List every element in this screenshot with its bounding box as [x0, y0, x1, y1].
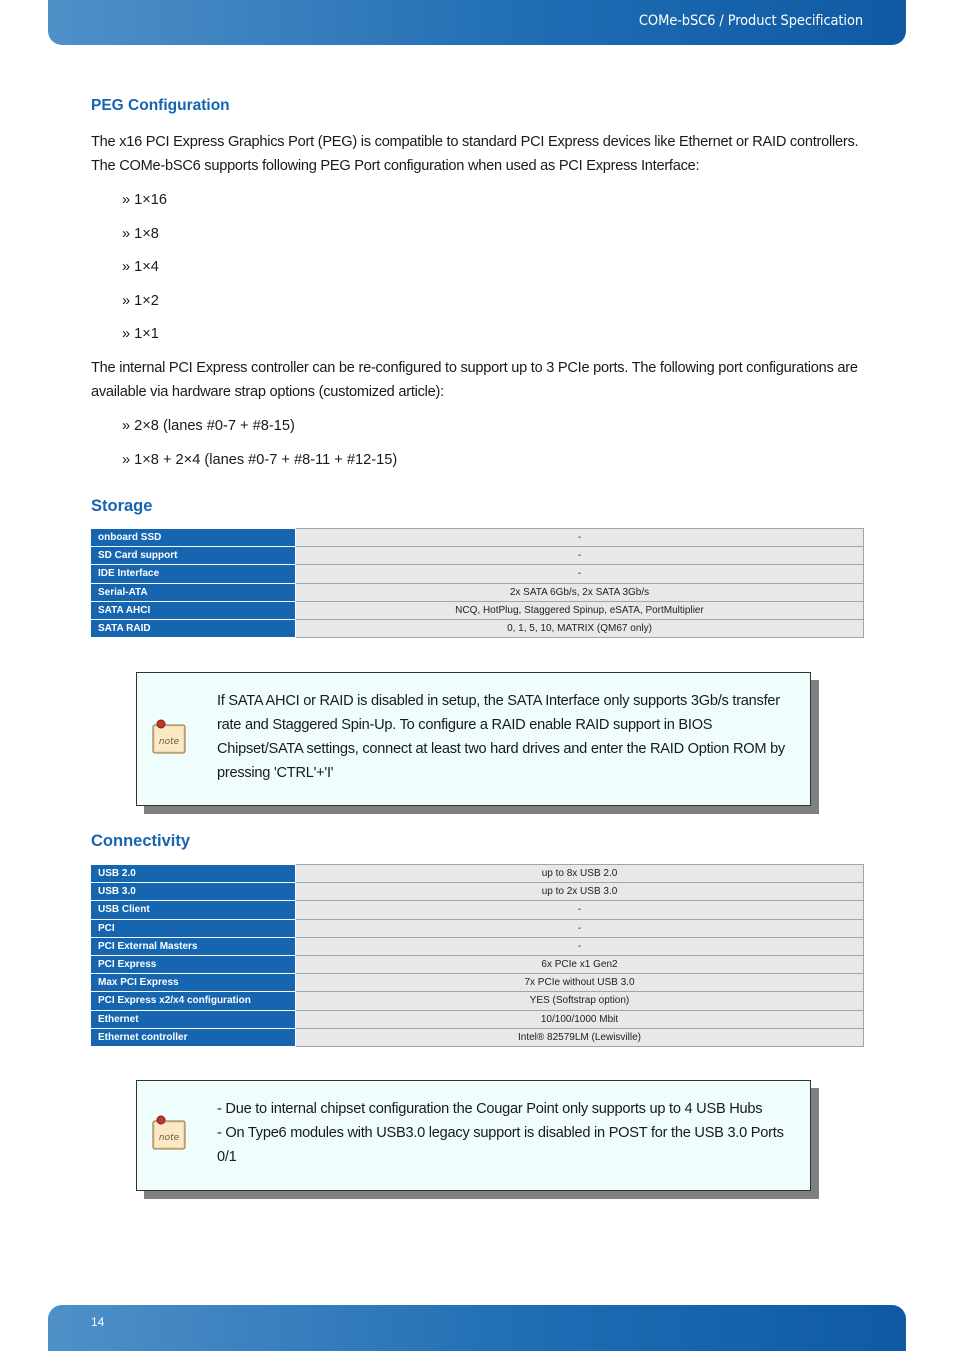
- strap-option-list: [122, 415, 397, 482]
- storage-heading: Storage: [91, 497, 153, 515]
- row-value: -: [296, 901, 864, 919]
- table-row: [92, 583, 864, 601]
- list-item: » 1×16: [122, 192, 168, 208]
- row-value: YES (Softstrap option): [296, 992, 864, 1010]
- header-bar: [48, 0, 906, 45]
- list-item: » 1×8: [122, 225, 159, 242]
- row-key: PCI External Masters: [92, 937, 296, 955]
- peg-config-list: [122, 189, 167, 357]
- list-item: » 1×1: [122, 326, 159, 343]
- row-value: Intel® 82579LM (Lewisville): [296, 1028, 864, 1046]
- connectivity-note-box: [136, 1080, 811, 1191]
- row-value: -: [296, 919, 864, 937]
- row-value: -: [296, 565, 864, 583]
- connectivity-table: [91, 864, 864, 1047]
- page-number: 14: [91, 1315, 105, 1329]
- table-row: [92, 955, 864, 973]
- row-value: 7x PCIe without USB 3.0: [296, 974, 864, 992]
- row-value: -: [296, 529, 864, 547]
- table-row: [92, 1028, 864, 1046]
- table-row: [92, 601, 864, 619]
- row-value: -: [296, 547, 864, 565]
- row-value: NCQ, HotPlug, Staggered Spinup, eSATA, PortMultiplier: [296, 601, 864, 619]
- peg-internal-text: The internal PCI Express controller can be re-configured to support up to 3 PCIe ports. The following port configurations are available via hardware strap options (customized article):: [91, 360, 858, 400]
- row-value: up to 2x USB 3.0: [296, 883, 864, 901]
- table-row: [92, 619, 864, 637]
- list-item: » 1×2: [122, 292, 159, 309]
- peg-intro: The x16 PCI Express Graphics Port (PEG) is compatible to standard PCI Express devices like Ethernet or RAID controllers. The COMe-bSC6 supports following PEG Port configuration when used as PCI Express Interface:: [91, 134, 859, 174]
- row-key: USB Client: [92, 901, 296, 919]
- table-row: [92, 547, 864, 565]
- row-key: USB 3.0: [92, 883, 296, 901]
- row-value: 2x SATA 6Gb/s, 2x SATA 3Gb/s: [296, 583, 864, 601]
- table-row: [92, 974, 864, 992]
- table-row: [92, 937, 864, 955]
- row-key: PCI Express: [92, 955, 296, 973]
- row-key: onboard SSD: [92, 529, 296, 547]
- row-value: 10/100/1000 Mbit: [296, 1010, 864, 1028]
- note-line: - Due to internal chipset configuration the Cougar Point only supports up to 4 USB Hubs: [217, 1101, 763, 1117]
- row-key: Ethernet: [92, 1010, 296, 1028]
- svg-text:note: note: [158, 1133, 180, 1143]
- table-row: [92, 992, 864, 1010]
- row-key: SATA RAID: [92, 619, 296, 637]
- storage-table: [91, 528, 864, 638]
- connectivity-note-text: [217, 1097, 800, 1169]
- list-item: » 2×8 (lanes #0-7 + #8-15): [122, 418, 295, 434]
- row-key: USB 2.0: [92, 865, 296, 883]
- connectivity-heading: Connectivity: [91, 832, 191, 850]
- list-item: » 1×8 + 2×4 (lanes #0-7 + #8-11 + #12-15): [122, 451, 398, 468]
- footer-bar: [48, 1305, 906, 1351]
- row-key: PCI: [92, 919, 296, 937]
- row-key: SATA AHCI: [92, 601, 296, 619]
- document-title: COMe-bSC6 / Product Specification: [638, 13, 863, 29]
- storage-note-box: [136, 672, 811, 806]
- note-icon: [151, 1113, 187, 1153]
- row-key: IDE Interface: [92, 565, 296, 583]
- table-row: [92, 901, 864, 919]
- table-row: [92, 1010, 864, 1028]
- row-key: PCI Express x2/x4 configuration: [92, 992, 296, 1010]
- row-key: Ethernet controller: [92, 1028, 296, 1046]
- row-value: -: [296, 937, 864, 955]
- row-value: up to 8x USB 2.0: [296, 865, 864, 883]
- svg-text:note: note: [158, 737, 180, 747]
- row-key: Max PCI Express: [92, 974, 296, 992]
- row-value: 0, 1, 5, 10, MATRIX (QM67 only): [296, 619, 864, 637]
- note-line: - On Type6 modules with USB3.0 legacy support is disabled in POST for the USB 3.0 Ports 0/1: [217, 1125, 784, 1165]
- note-icon: [151, 717, 187, 757]
- list-item: » 1×4: [122, 259, 159, 276]
- table-row: [92, 565, 864, 583]
- table-row: [92, 919, 864, 937]
- row-key: SD Card support: [92, 547, 296, 565]
- storage-note-text: If SATA AHCI or RAID is disabled in setup, the SATA Interface only supports 3Gb/s transfer rate and Staggered Spin-Up. To configure a RAID enable RAID support in BIOS Chipset/SATA settings, connect at least two hard drives and enter the RAID Option ROM by pressing 'CTRL'+'I': [217, 693, 785, 781]
- table-row: [92, 529, 864, 547]
- table-row: [92, 865, 864, 883]
- peg-heading: PEG Configuration: [91, 97, 230, 114]
- row-value: 6x PCIe x1 Gen2: [296, 955, 864, 973]
- table-row: [92, 883, 864, 901]
- row-key: Serial-ATA: [92, 583, 296, 601]
